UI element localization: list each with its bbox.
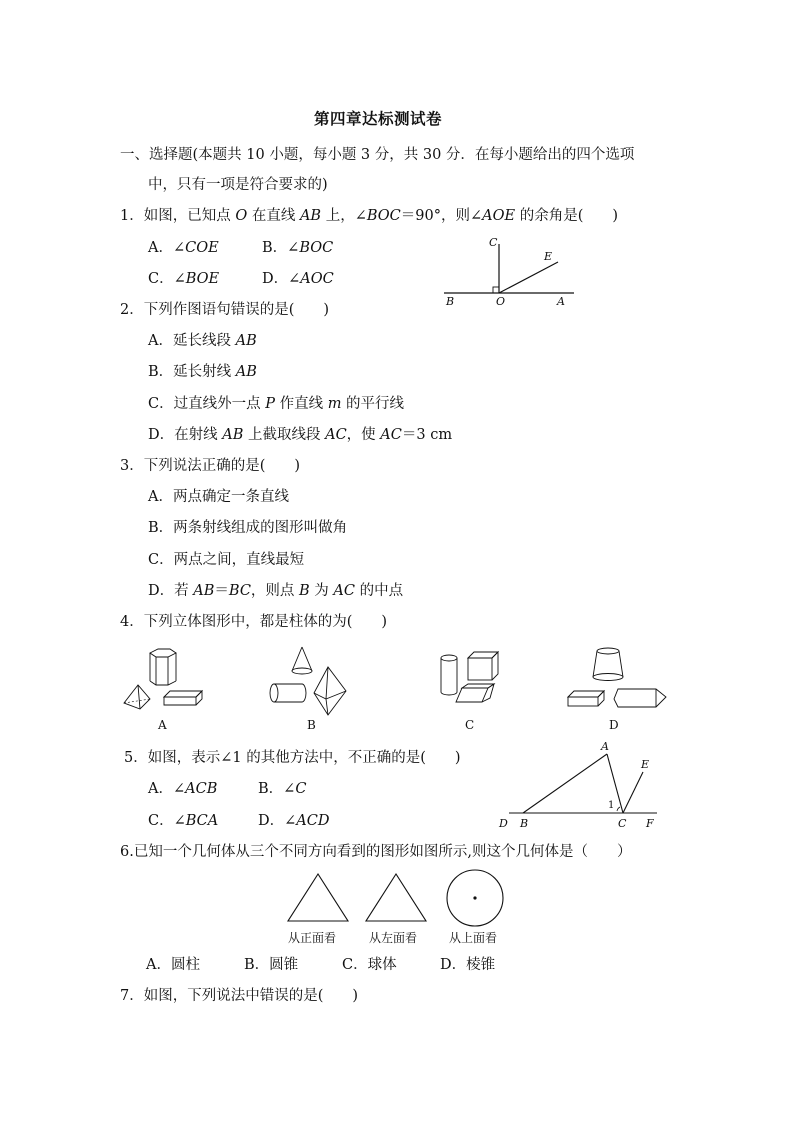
fig1-label-o: O: [496, 295, 506, 308]
question-3-option-d[interactable]: D．若 AB＝BC，则点 B 为 AC 的中点: [148, 583, 404, 599]
question-4-stem: 4．下列立体图形中，都是柱体的为( ): [120, 614, 388, 630]
question-6-front-view: [286, 872, 350, 924]
section-heading: 一、选择题(本题共 10 小题，每小题 3 分，共 30 分．在每小题给出的四个选项: [120, 147, 635, 163]
question-4-figure-a[interactable]: [120, 645, 220, 715]
q4-caption-a: A: [158, 718, 167, 732]
fig5-label-d: D: [499, 817, 508, 830]
question-6-option-d[interactable]: D．棱锥: [440, 957, 496, 973]
question-2-option-a[interactable]: A．延长线段 AB: [148, 333, 257, 349]
fig5-label-a: A: [601, 740, 609, 753]
question-1-figure: [440, 232, 580, 312]
question-2-stem: 2．下列作图语句错误的是( ): [120, 302, 330, 318]
fig1-label-c: C: [489, 236, 498, 249]
question-6-top-view: [444, 868, 508, 928]
fig5-label-b: B: [520, 817, 529, 830]
q4-caption-d: D: [609, 718, 619, 732]
question-2-option-d[interactable]: D．在射线 AB 上截取线段 AC，使 AC＝3 cm: [148, 427, 453, 443]
question-1-option-c[interactable]: C．∠BOE: [148, 271, 220, 287]
question-4-figure-d[interactable]: [562, 645, 672, 715]
question-2-option-c[interactable]: C．过直线外一点 P 作直线 m 的平行线: [148, 396, 405, 412]
question-6-stem: 6.已知一个几何体从三个不同方向看到的图形如图所示,则这个几何体是（ ）: [120, 844, 632, 860]
q6-caption-top: 从上面看: [449, 931, 498, 945]
question-2-option-b[interactable]: B．延长射线 AB: [148, 364, 257, 380]
question-6-option-a[interactable]: A．圆柱: [146, 957, 200, 973]
question-6-left-view: [364, 872, 428, 924]
q4-caption-b: B: [307, 718, 316, 732]
fig5-label-c: C: [618, 817, 627, 830]
question-1-option-a[interactable]: A．∠COE: [148, 240, 219, 256]
fig5-label-f: F: [646, 817, 654, 830]
question-3-stem: 3．下列说法正确的是( ): [120, 458, 301, 474]
question-7-stem: 7．如图，下列说法中错误的是( ): [120, 988, 359, 1004]
question-1-option-b[interactable]: B．∠BOC: [262, 240, 334, 256]
fig5-label-1: 1: [608, 800, 615, 811]
question-1-stem: 1．如图，已知点 O 在直线 AB 上，∠BOC＝90°，则∠AOE 的余角是( ): [120, 208, 619, 224]
question-5-option-b[interactable]: B．∠C: [258, 781, 307, 797]
question-4-figure-b[interactable]: [260, 645, 370, 715]
fig1-label-e: E: [544, 250, 553, 263]
question-3-option-a[interactable]: A．两点确定一条直线: [148, 489, 289, 505]
q6-caption-left: 从左面看: [369, 931, 418, 945]
q6-caption-front: 从正面看: [288, 931, 337, 945]
question-5-stem: 5．如图，表示∠1 的其他方法中，不正确的是( ): [124, 750, 461, 766]
question-6-option-b[interactable]: B．圆锥: [244, 957, 299, 973]
question-5-option-d[interactable]: D．∠ACD: [258, 813, 330, 829]
fig1-label-a: A: [557, 295, 565, 308]
question-6-option-c[interactable]: C．球体: [342, 957, 397, 973]
question-3-option-c[interactable]: C．两点之间，直线最短: [148, 552, 305, 568]
fig1-label-b: B: [446, 295, 455, 308]
question-4-figure-c[interactable]: [432, 648, 512, 718]
q4-caption-c: C: [465, 718, 475, 732]
page-title: 第四章达标测试卷: [314, 109, 443, 128]
question-5-figure: [495, 738, 665, 833]
question-3-option-b[interactable]: B．两条射线组成的图形叫做角: [148, 520, 348, 536]
question-1-option-d[interactable]: D．∠AOC: [262, 271, 334, 287]
section-heading-cont: 中，只有一项是符合要求的): [148, 177, 328, 193]
question-5-option-c[interactable]: C．∠BCA: [148, 813, 219, 829]
question-5-option-a[interactable]: A．∠ACB: [148, 781, 218, 797]
fig5-label-e: E: [641, 758, 650, 771]
